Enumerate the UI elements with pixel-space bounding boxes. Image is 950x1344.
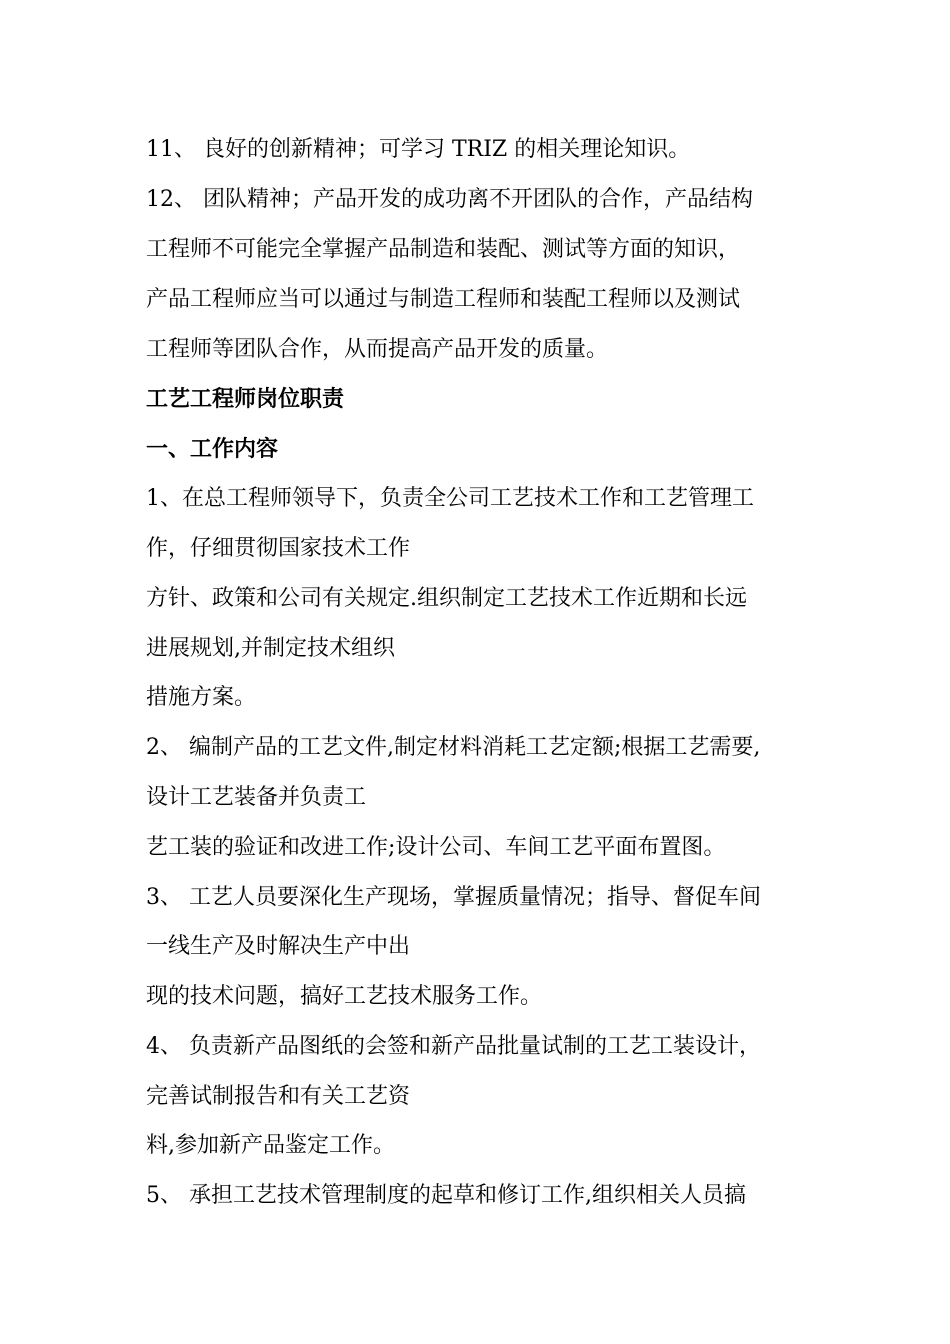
text-line: 12、 团队精神；产品开发的成功离不开团队的合作，产品结构 [146,187,753,212]
text-line: 工程师不可能完全掌握产品制造和装配、测试等方面的知识， [146,237,741,262]
text-line: 料,参加新产品鉴定工作。 [146,1133,395,1158]
text-line: 工程师等团队合作，从而提高产品开发的质量。 [146,337,609,362]
text-line: 方针、政策和公司有关规定.组织制定工艺技术工作近期和长远 [146,586,747,611]
text-line: 2、 编制产品的工艺文件,制定材料消耗工艺定额;根据工艺需要, [146,735,761,760]
text-line: 现的技术问题，搞好工艺技术服务工作。 [146,984,543,1009]
text-line: 1、在总工程师领导下，负责全公司工艺技术工作和工艺管理工 [146,486,754,511]
text-line: 3、 工艺人员要深化生产现场，掌握质量情况；指导、督促车间 [146,885,761,910]
text-line: 设计工艺装备并负责工 [146,785,367,810]
text-line: 措施方案。 [146,685,257,710]
section-heading: 工艺工程师岗位职责 [146,386,345,412]
text-line: 产品工程师应当可以通过与制造工程师和装配工程师以及测试 [146,287,741,312]
text-line: 4、 负责新产品图纸的会签和新产品批量试制的工艺工装设计， [146,1034,761,1059]
text-line: 一线生产及时解决生产中出 [146,934,411,959]
subsection-heading: 一、工作内容 [146,436,279,462]
text-line: 艺工装的验证和改进工作;设计公司、车间工艺平面布置图。 [146,835,726,860]
text-line: 作，仔细贯彻国家技术工作 [146,536,411,561]
text-line: 进展规划,并制定技术组织 [146,636,395,661]
text-line: 11、 良好的创新精神；可学习 TRIZ 的相关理论知识。 [146,137,691,162]
text-line: 完善试制报告和有关工艺资 [146,1084,411,1109]
text-line: 5、 承担工艺技术管理制度的起草和修订工作,组织相关人员搞 [146,1183,746,1208]
